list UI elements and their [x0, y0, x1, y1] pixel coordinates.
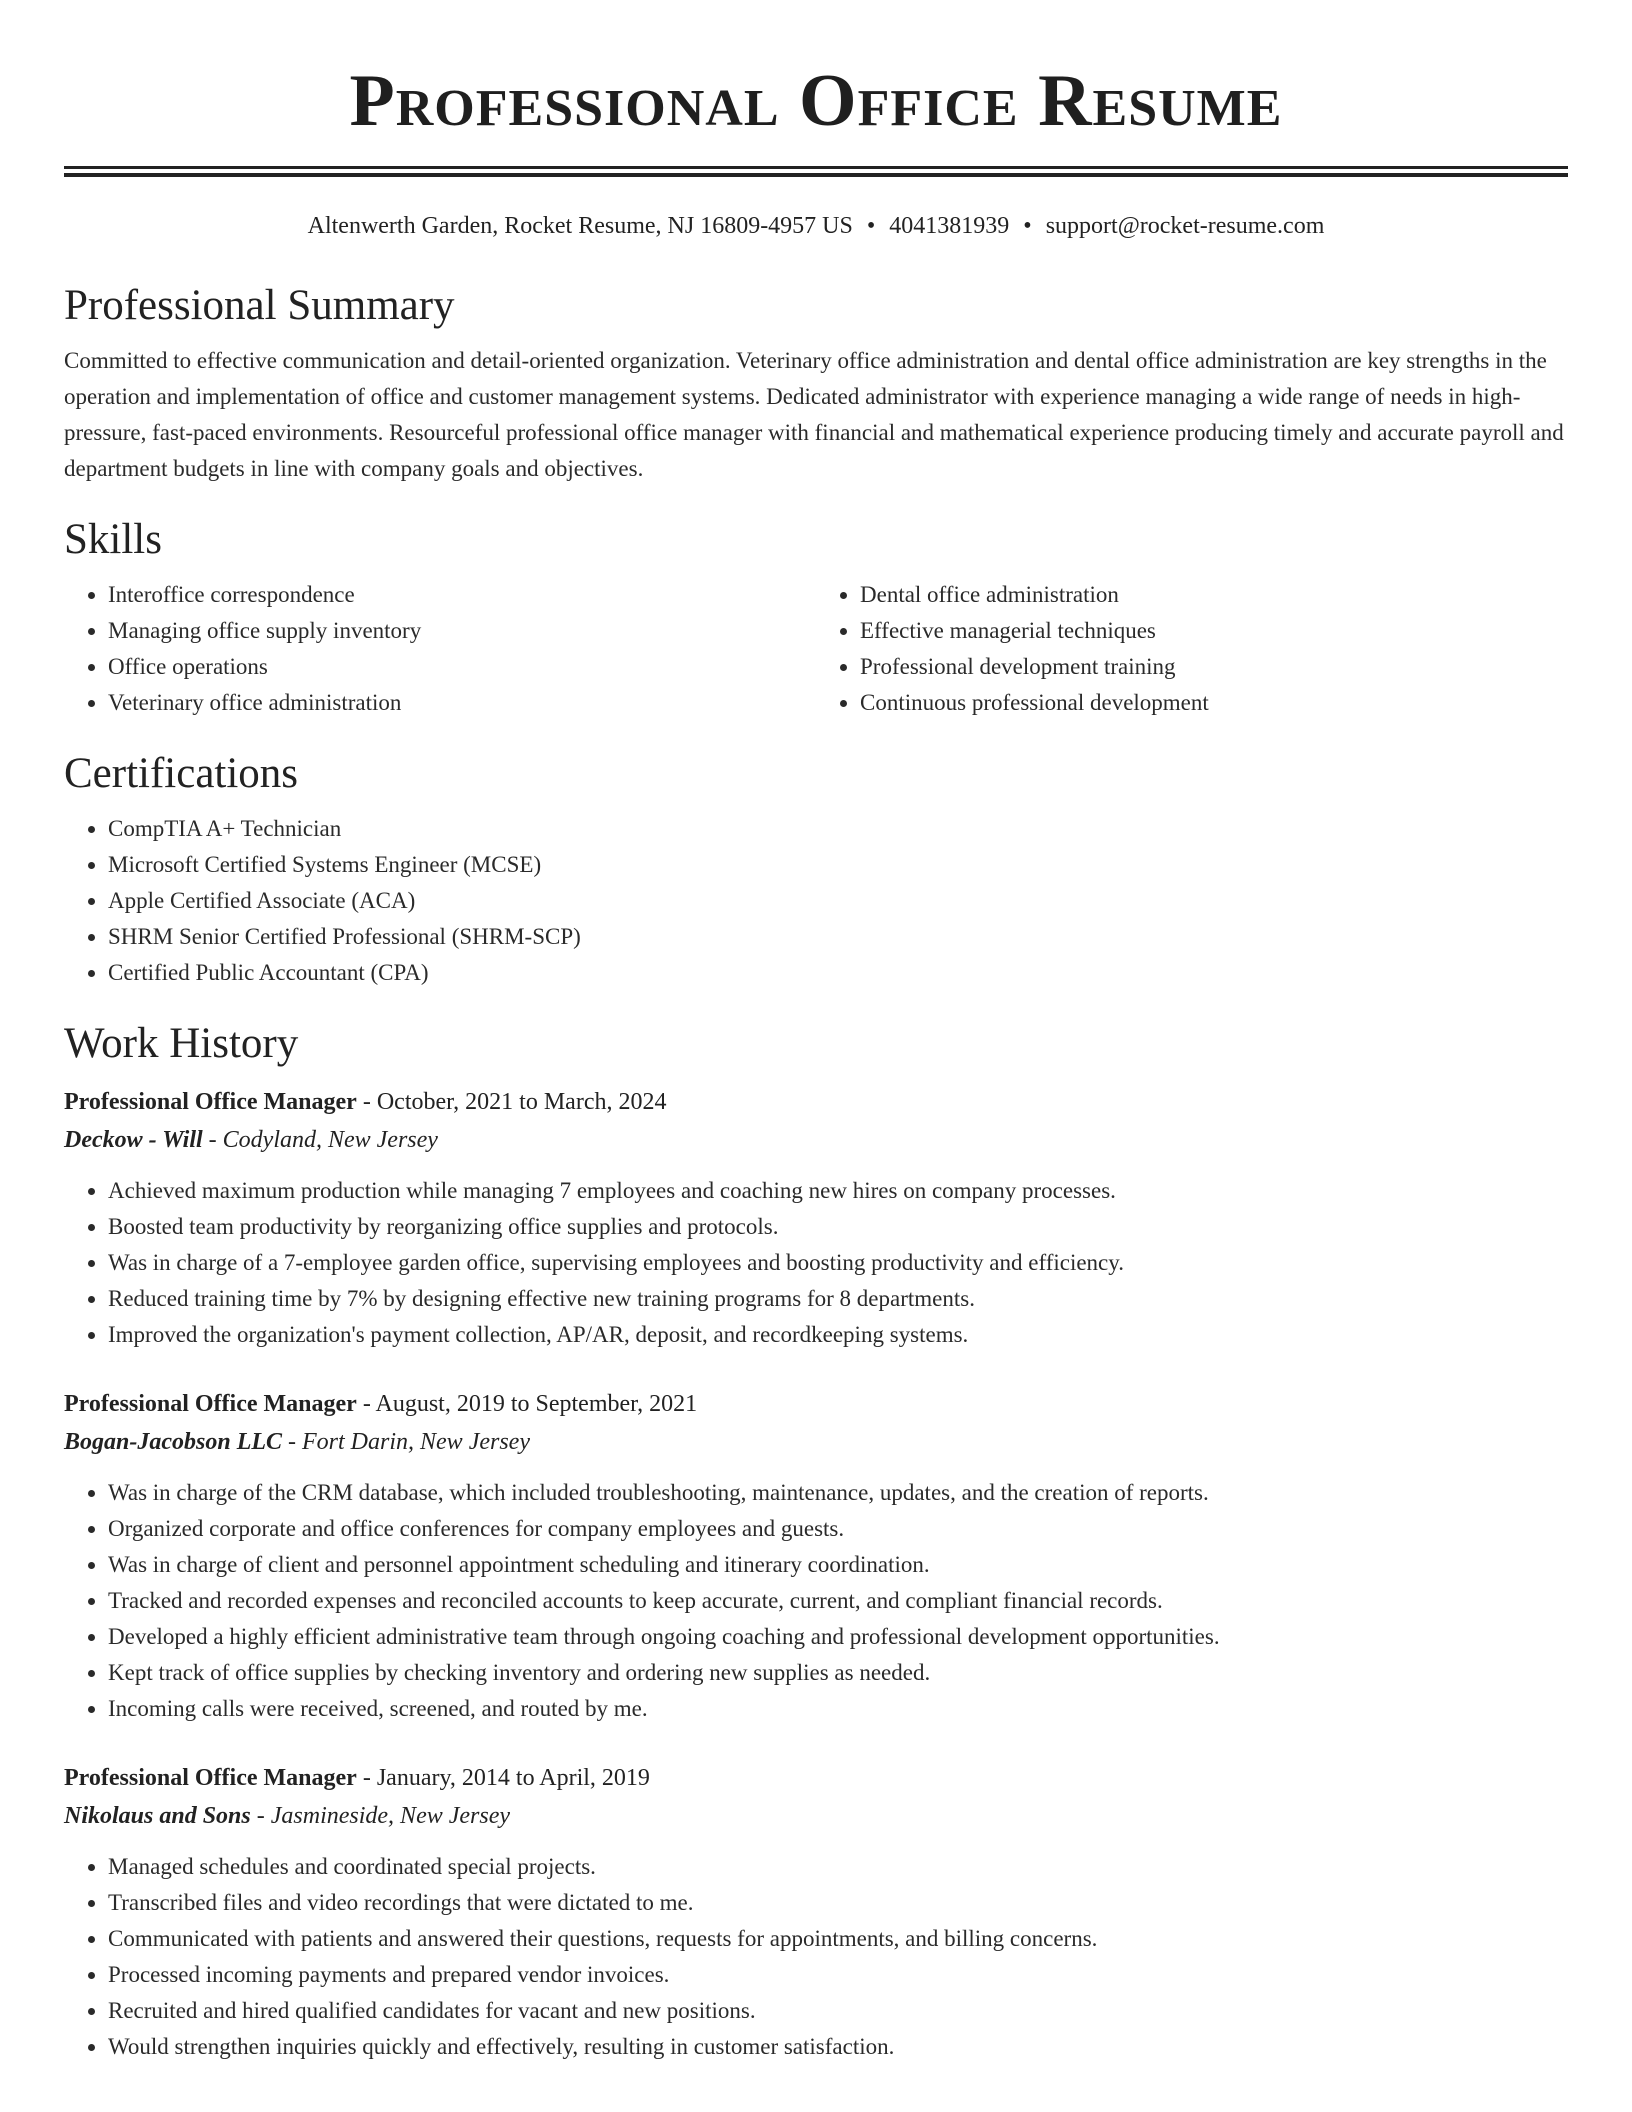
job-bullets	[64, 1475, 1568, 1727]
contact-email: support@rocket-resume.com	[1045, 213, 1325, 239]
skills-columns	[64, 577, 1568, 721]
job-entry	[64, 1759, 1568, 2065]
job-dates: January, 2014 to April, 2019	[376, 1765, 650, 1791]
job-bullet: • Organized corporate and office conferences for company employees and guests.	[108, 1511, 1568, 1547]
job-company-line: Bogan-Jacobson LLC - Fort Darin, New Jersey	[64, 1429, 530, 1455]
resume-page	[64, 0, 1568, 2065]
job-entry	[64, 1083, 1568, 1353]
job-bullet: • Developed a highly efficient administrative team through ongoing coaching and professional development opportunities.	[108, 1619, 1568, 1655]
job-entry	[64, 1385, 1568, 1727]
job-company: Deckow - Will	[64, 1127, 203, 1153]
skill-item: • Office operations	[108, 649, 816, 685]
skill-item: • Interoffice correspondence	[108, 577, 816, 613]
certification-item: • SHRM Senior Certified Professional (SHRM-SCP)	[108, 919, 1568, 955]
skill-item: • Dental office administration	[860, 577, 1568, 613]
contact-phone: 4041381939	[889, 213, 1010, 239]
job-role: Professional Office Manager	[64, 1089, 357, 1115]
job-role: Professional Office Manager	[64, 1391, 357, 1417]
job-company-line: Deckow - Will - Codyland, New Jersey	[64, 1127, 438, 1153]
skill-item: • Continuous professional development	[860, 685, 1568, 721]
job-bullet: • Boosted team productivity by reorganizing office supplies and protocols.	[108, 1209, 1568, 1245]
job-bullet: • Improved the organization's payment collection, AP/AR, deposit, and recordkeeping systems.	[108, 1317, 1568, 1353]
contact-separator: •	[866, 213, 876, 239]
skill-item: • Veterinary office administration	[108, 685, 816, 721]
job-company-line: Nikolaus and Sons - Jasmineside, New Jersey	[64, 1803, 511, 1829]
job-bullet: • Was in charge of a 7-employee garden office, supervising employees and boosting productivity and efficiency.	[108, 1245, 1568, 1281]
job-bullet: • Incoming calls were received, screened, and routed by me.	[108, 1691, 1568, 1727]
job-bullet: • Recruited and hired qualified candidates for vacant and new positions.	[108, 1993, 1568, 2029]
certifications-list	[64, 811, 1568, 991]
work-history-heading: Work History	[64, 1020, 299, 1067]
skills-column-right	[816, 577, 1568, 721]
job-location: Jasmineside, New Jersey	[270, 1803, 511, 1829]
job-bullet: • Was in charge of the CRM database, which included troubleshooting, maintenance, updates, and the creation of reports.	[108, 1475, 1568, 1511]
contact-address: Altenwerth Garden, Rocket Resume, NJ 16809-4957 US	[307, 213, 853, 239]
summary-text: Committed to effective communication and detail-oriented organization. Veterinary office administration and dental office administration are key strengths in the operation and implementation of office and customer management systems. Dedicated administrator with experience managing a wide range of needs in high-pressure, fast-paced environments. Resourceful professional office manager with financial and mathematical experience producing timely and accurate payroll and department budgets in line with company goals and objectives.	[64, 348, 1564, 481]
job-bullet: • Transcribed files and video recordings that were dictated to me.	[108, 1885, 1568, 1921]
job-title-line: Professional Office Manager - October, 2021 to March, 2024	[64, 1089, 667, 1115]
skill-item: • Professional development training	[860, 649, 1568, 685]
skills-list-left	[64, 577, 816, 721]
job-bullet: • Would strengthen inquiries quickly and effectively, resulting in customer satisfaction.	[108, 2029, 1568, 2065]
certification-item: • Apple Certified Associate (ACA)	[108, 883, 1568, 919]
certifications-heading: Certifications	[64, 750, 299, 797]
contact-separator: •	[1023, 213, 1032, 239]
job-bullet: • Kept track of office supplies by checking inventory and ordering new supplies as needed.	[108, 1655, 1568, 1691]
certification-item: • Certified Public Accountant (CPA)	[108, 955, 1568, 991]
job-title-line: Professional Office Manager - January, 2014 to April, 2019	[64, 1765, 650, 1791]
job-bullet: • Managed schedules and coordinated special projects.	[108, 1849, 1568, 1885]
contact-line	[64, 211, 1568, 241]
job-location: Fort Darin, New Jersey	[302, 1429, 530, 1455]
job-bullets	[64, 1173, 1568, 1353]
job-bullet: • Achieved maximum production while managing 7 employees and coaching new hires on company processes.	[108, 1173, 1568, 1209]
skills-column-left	[64, 577, 816, 721]
certification-item: • CompTIA A+ Technician	[108, 811, 1568, 847]
job-bullet: • Tracked and recorded expenses and reconciled accounts to keep accurate, current, and compliant financial records.	[108, 1583, 1568, 1619]
job-bullet: • Communicated with patients and answered their questions, requests for appointments, and billing concerns.	[108, 1921, 1568, 1957]
job-role: Professional Office Manager	[64, 1765, 357, 1791]
skills-list-right	[816, 577, 1568, 721]
job-location: Codyland, New Jersey	[222, 1127, 438, 1153]
job-company: Nikolaus and Sons	[64, 1803, 251, 1829]
job-dates: August, 2019 to September, 2021	[375, 1391, 698, 1417]
skill-item: • Managing office supply inventory	[108, 613, 816, 649]
skill-item: • Effective managerial techniques	[860, 613, 1568, 649]
job-bullet: • Was in charge of client and personnel appointment scheduling and itinerary coordination.	[108, 1547, 1568, 1583]
title-double-rule	[64, 166, 1568, 177]
job-dates: October, 2021 to March, 2024	[376, 1089, 667, 1115]
job-bullet: • Reduced training time by 7% by designing effective new training programs for 8 departments.	[108, 1281, 1568, 1317]
job-company: Bogan-Jacobson LLC	[64, 1429, 283, 1455]
resume-title: Professional Office Resume	[349, 60, 1283, 142]
certification-item: • Microsoft Certified Systems Engineer (MCSE)	[108, 847, 1568, 883]
job-bullet: • Processed incoming payments and prepared vendor invoices.	[108, 1957, 1568, 1993]
summary-heading: Professional Summary	[64, 282, 455, 329]
skills-heading: Skills	[64, 516, 162, 563]
job-bullets	[64, 1849, 1568, 2065]
job-title-line: Professional Office Manager - August, 2019 to September, 2021	[64, 1391, 698, 1417]
